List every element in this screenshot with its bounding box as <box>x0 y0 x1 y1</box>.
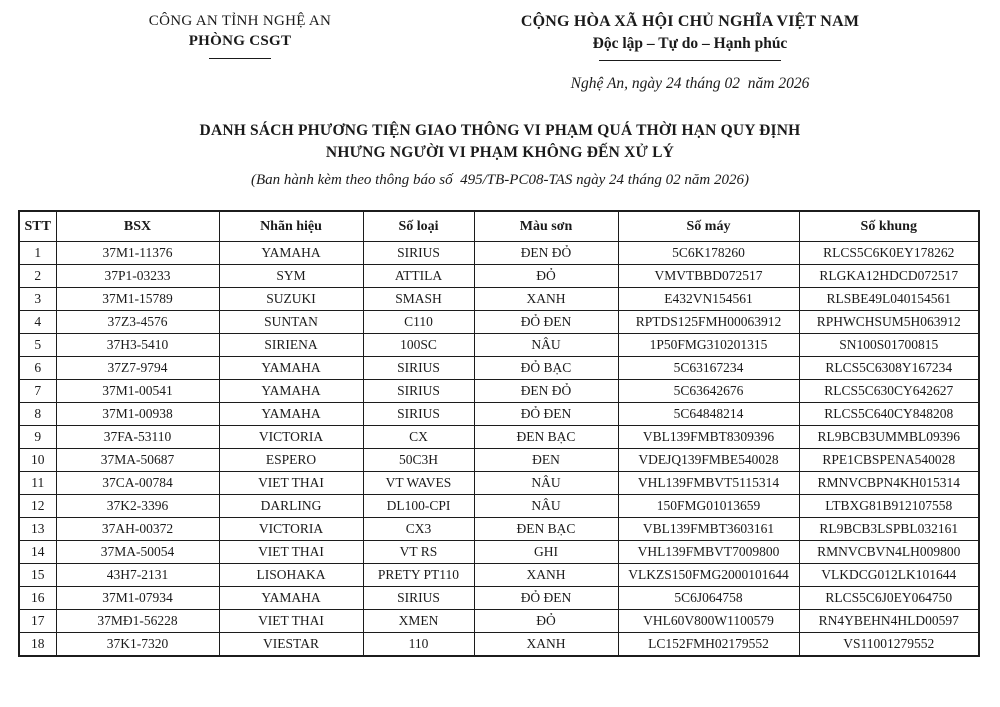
page-subtitle: (Ban hành kèm theo thông báo số 495/TB-PC08-TAS ngày 24 tháng 02 năm 2026) <box>250 171 749 188</box>
table-cell-bsx: 37Z3-4576 <box>56 311 219 334</box>
table-cell-bsx: 37M1-11376 <box>56 242 219 265</box>
table-row <box>19 472 979 495</box>
table-cell-bsx: 37M1-07934 <box>56 587 219 610</box>
table-cell-so-may: VHL139FMBVT7009800 <box>618 541 799 564</box>
table-cell-stt: 7 <box>19 380 56 403</box>
table-cell-mau-son: NÂU <box>474 334 618 357</box>
table-cell-bsx: 37AH-00372 <box>56 518 219 541</box>
table-cell-bsx: 37Z7-9794 <box>56 357 219 380</box>
table-cell-stt: 6 <box>19 357 56 380</box>
table-cell-nhan-hieu: VIET THAI <box>219 472 363 495</box>
table-row <box>19 265 979 288</box>
table-cell-mau-son: NÂU <box>474 472 618 495</box>
table-cell-so-loai: 100SC <box>363 334 474 357</box>
table-cell-mau-son: ĐEN ĐỎ <box>474 242 618 265</box>
table-cell-bsx: 37P1-03233 <box>56 265 219 288</box>
column-header-so-may: Số máy <box>618 211 799 242</box>
table-row <box>19 518 979 541</box>
table-cell-so-loai: XMEN <box>363 610 474 633</box>
vehicle-table <box>18 210 980 657</box>
table-cell-so-may: VLKZS150FMG2000101644 <box>618 564 799 587</box>
table-cell-so-khung: RMNVCBVN4LH009800 <box>799 541 979 564</box>
table-row <box>19 495 979 518</box>
table-cell-stt: 15 <box>19 564 56 587</box>
table-cell-stt: 12 <box>19 495 56 518</box>
table-row <box>19 288 979 311</box>
table-cell-so-may: 5C63167234 <box>618 357 799 380</box>
table-cell-bsx: 37H3-5410 <box>56 334 219 357</box>
table-cell-bsx: 37CA-00784 <box>56 472 219 495</box>
table-cell-bsx: 37MA-50687 <box>56 449 219 472</box>
table-cell-so-khung: VS11001279552 <box>799 633 979 656</box>
table-cell-stt: 16 <box>19 587 56 610</box>
page-title-line2: NHƯNG NGƯỜI VI PHẠM KHÔNG ĐẾN XỬ LÝ <box>325 144 675 162</box>
table-cell-so-khung: RL9BCB3UMMBL09396 <box>799 426 979 449</box>
national-header <box>480 13 900 93</box>
table-cell-nhan-hieu: VIET THAI <box>219 610 363 633</box>
table-cell-so-may: VBL139FMBT3603161 <box>618 518 799 541</box>
table-cell-so-loai: PRETY PT110 <box>363 564 474 587</box>
table-row <box>19 541 979 564</box>
table-cell-mau-son: ĐỎ BẠC <box>474 357 618 380</box>
table-cell-so-khung: RLCS5C6K0EY178262 <box>799 242 979 265</box>
table-cell-so-loai: C110 <box>363 311 474 334</box>
table-cell-nhan-hieu: SUZUKI <box>219 288 363 311</box>
table-cell-so-khung: RLCS5C640CY848208 <box>799 403 979 426</box>
table-row <box>19 587 979 610</box>
table-cell-so-khung: VLKDCG012LK101644 <box>799 564 979 587</box>
table-cell-mau-son: XANH <box>474 633 618 656</box>
table-cell-nhan-hieu: YAMAHA <box>219 380 363 403</box>
national-motto-line1: CỘNG HÒA XÃ HỘI CHỦ NGHĨA VIỆT NAM <box>520 13 860 30</box>
column-header-mau-son: Màu sơn <box>474 211 618 242</box>
table-cell-so-khung: RLSBE49L040154561 <box>799 288 979 311</box>
table-cell-so-may: VBL139FMBT8309396 <box>618 426 799 449</box>
table-cell-mau-son: ĐEN BẠC <box>474 426 618 449</box>
table-body <box>19 242 979 656</box>
table-row <box>19 311 979 334</box>
table-cell-so-may: 5C64848214 <box>618 403 799 426</box>
table-cell-nhan-hieu: SYM <box>219 265 363 288</box>
table-header-row <box>19 211 979 242</box>
table-cell-bsx: 37M1-00541 <box>56 380 219 403</box>
table-cell-nhan-hieu: VIESTAR <box>219 633 363 656</box>
table-cell-nhan-hieu: DARLING <box>219 495 363 518</box>
table-cell-so-loai: DL100-CPI <box>363 495 474 518</box>
table-cell-so-may: 1P50FMG310201315 <box>618 334 799 357</box>
table-cell-mau-son: ĐỎ ĐEN <box>474 403 618 426</box>
table-cell-stt: 10 <box>19 449 56 472</box>
column-header-so-loai: Số loại <box>363 211 474 242</box>
table-cell-so-khung: RL9BCB3LSPBL032161 <box>799 518 979 541</box>
table-cell-nhan-hieu: VICTORIA <box>219 518 363 541</box>
page-title-line1: DANH SÁCH PHƯƠNG TIỆN GIAO THÔNG VI PHẠM QUÁ THỜI HẠN QUY ĐỊNH <box>199 122 801 139</box>
table-cell-so-loai: ATTILA <box>363 265 474 288</box>
table-cell-so-khung: RN4YBEHN4HLD00597 <box>799 610 979 633</box>
table-cell-stt: 14 <box>19 541 56 564</box>
org-name: CÔNG AN TỈNH NGHỆ AN <box>148 13 332 29</box>
table-cell-stt: 2 <box>19 265 56 288</box>
table-cell-mau-son: ĐỎ ĐEN <box>474 311 618 334</box>
table-cell-so-loai: CX3 <box>363 518 474 541</box>
table-cell-so-may: E432VN154561 <box>618 288 799 311</box>
table-cell-so-loai: SIRIUS <box>363 380 474 403</box>
table-cell-nhan-hieu: YAMAHA <box>219 242 363 265</box>
table-cell-so-may: LC152FMH02179552 <box>618 633 799 656</box>
table-row <box>19 449 979 472</box>
table-cell-stt: 3 <box>19 288 56 311</box>
table-cell-bsx: 37M1-00938 <box>56 403 219 426</box>
table-cell-so-may: VHL139FMBVT5115314 <box>618 472 799 495</box>
table-cell-nhan-hieu: YAMAHA <box>219 587 363 610</box>
table-cell-so-loai: SIRIUS <box>363 242 474 265</box>
table-cell-so-may: VDEJQ139FMBE540028 <box>618 449 799 472</box>
table-cell-nhan-hieu: VICTORIA <box>219 426 363 449</box>
title-block <box>0 120 1000 189</box>
org-header <box>0 13 480 93</box>
table-cell-stt: 11 <box>19 472 56 495</box>
table-cell-bsx: 37M1-15789 <box>56 288 219 311</box>
table-cell-so-loai: SMASH <box>363 288 474 311</box>
table-row <box>19 357 979 380</box>
table-cell-so-may: 5C63642676 <box>618 380 799 403</box>
table-cell-so-loai: SIRIUS <box>363 587 474 610</box>
table-cell-nhan-hieu: SUNTAN <box>219 311 363 334</box>
table-cell-stt: 9 <box>19 426 56 449</box>
table-row <box>19 564 979 587</box>
table-cell-nhan-hieu: SIRIENA <box>219 334 363 357</box>
table-cell-bsx: 37MA-50054 <box>56 541 219 564</box>
table-cell-so-khung: RPHWCHSUM5H063912 <box>799 311 979 334</box>
table-cell-stt: 1 <box>19 242 56 265</box>
table-cell-so-loai: VT WAVES <box>363 472 474 495</box>
table-cell-nhan-hieu: YAMAHA <box>219 357 363 380</box>
national-motto-line2: Độc lập – Tự do – Hạnh phúc <box>592 35 788 52</box>
table-cell-nhan-hieu: YAMAHA <box>219 403 363 426</box>
table-cell-bsx: 37MĐ1-56228 <box>56 610 219 633</box>
column-header-nhan-hieu: Nhãn hiệu <box>219 211 363 242</box>
table-cell-mau-son: XANH <box>474 288 618 311</box>
table-cell-nhan-hieu: VIET THAI <box>219 541 363 564</box>
table-cell-nhan-hieu: LISOHAKA <box>219 564 363 587</box>
date-place-line: Nghệ An, ngày 24 tháng 02 năm 2026 <box>570 75 810 92</box>
org-divider <box>209 58 271 59</box>
table-cell-nhan-hieu: ESPERO <box>219 449 363 472</box>
table-cell-so-loai: SIRIUS <box>363 403 474 426</box>
table-cell-so-loai: 50C3H <box>363 449 474 472</box>
org-department: PHÒNG CSGT <box>188 33 292 49</box>
table-cell-bsx: 37K2-3396 <box>56 495 219 518</box>
table-cell-mau-son: ĐEN ĐỎ <box>474 380 618 403</box>
table-cell-mau-son: ĐEN <box>474 449 618 472</box>
table-row <box>19 403 979 426</box>
table-row <box>19 334 979 357</box>
table-cell-mau-son: XANH <box>474 564 618 587</box>
table-cell-so-may: 5C6J064758 <box>618 587 799 610</box>
table-cell-mau-son: ĐỎ ĐEN <box>474 587 618 610</box>
table-cell-so-khung: RLCS5C630CY642627 <box>799 380 979 403</box>
table-cell-mau-son: NÂU <box>474 495 618 518</box>
table-row <box>19 610 979 633</box>
table-cell-mau-son: ĐEN BẠC <box>474 518 618 541</box>
table-cell-mau-son: ĐỎ <box>474 610 618 633</box>
table-cell-so-may: 5C6K178260 <box>618 242 799 265</box>
table-cell-mau-son: ĐỎ <box>474 265 618 288</box>
column-header-so-khung: Số khung <box>799 211 979 242</box>
table-row <box>19 242 979 265</box>
table-cell-so-khung: RLCS5C6308Y167234 <box>799 357 979 380</box>
column-header-stt: STT <box>19 211 56 242</box>
document-header <box>0 0 1000 93</box>
table-cell-so-khung: RLCS5C6J0EY064750 <box>799 587 979 610</box>
table-cell-so-may: VMVTBBD072517 <box>618 265 799 288</box>
table-header <box>19 211 979 242</box>
table-cell-mau-son: GHI <box>474 541 618 564</box>
table-cell-bsx: 43H7-2131 <box>56 564 219 587</box>
table-cell-so-khung: SN100S01700815 <box>799 334 979 357</box>
table-cell-so-khung: RLGKA12HDCD072517 <box>799 265 979 288</box>
table-cell-bsx: 37FA-53110 <box>56 426 219 449</box>
table-row <box>19 633 979 656</box>
table-row <box>19 380 979 403</box>
table-cell-stt: 8 <box>19 403 56 426</box>
national-divider <box>599 60 781 61</box>
table-cell-stt: 17 <box>19 610 56 633</box>
table-cell-so-loai: CX <box>363 426 474 449</box>
table-cell-so-may: VHL60V800W1100579 <box>618 610 799 633</box>
table-cell-so-loai: VT RS <box>363 541 474 564</box>
table-cell-stt: 18 <box>19 633 56 656</box>
table-row <box>19 426 979 449</box>
table-cell-so-loai: 110 <box>363 633 474 656</box>
table-cell-so-loai: SIRIUS <box>363 357 474 380</box>
table-cell-so-khung: RPE1CBSPENA540028 <box>799 449 979 472</box>
table-cell-so-khung: RMNVCBPN4KH015314 <box>799 472 979 495</box>
table-cell-stt: 4 <box>19 311 56 334</box>
column-header-bsx: BSX <box>56 211 219 242</box>
table-cell-stt: 13 <box>19 518 56 541</box>
table-cell-stt: 5 <box>19 334 56 357</box>
table-cell-so-may: 150FMG01013659 <box>618 495 799 518</box>
table-cell-so-may: RPTDS125FMH00063912 <box>618 311 799 334</box>
table-cell-bsx: 37K1-7320 <box>56 633 219 656</box>
table-cell-so-khung: LTBXG81B912107558 <box>799 495 979 518</box>
